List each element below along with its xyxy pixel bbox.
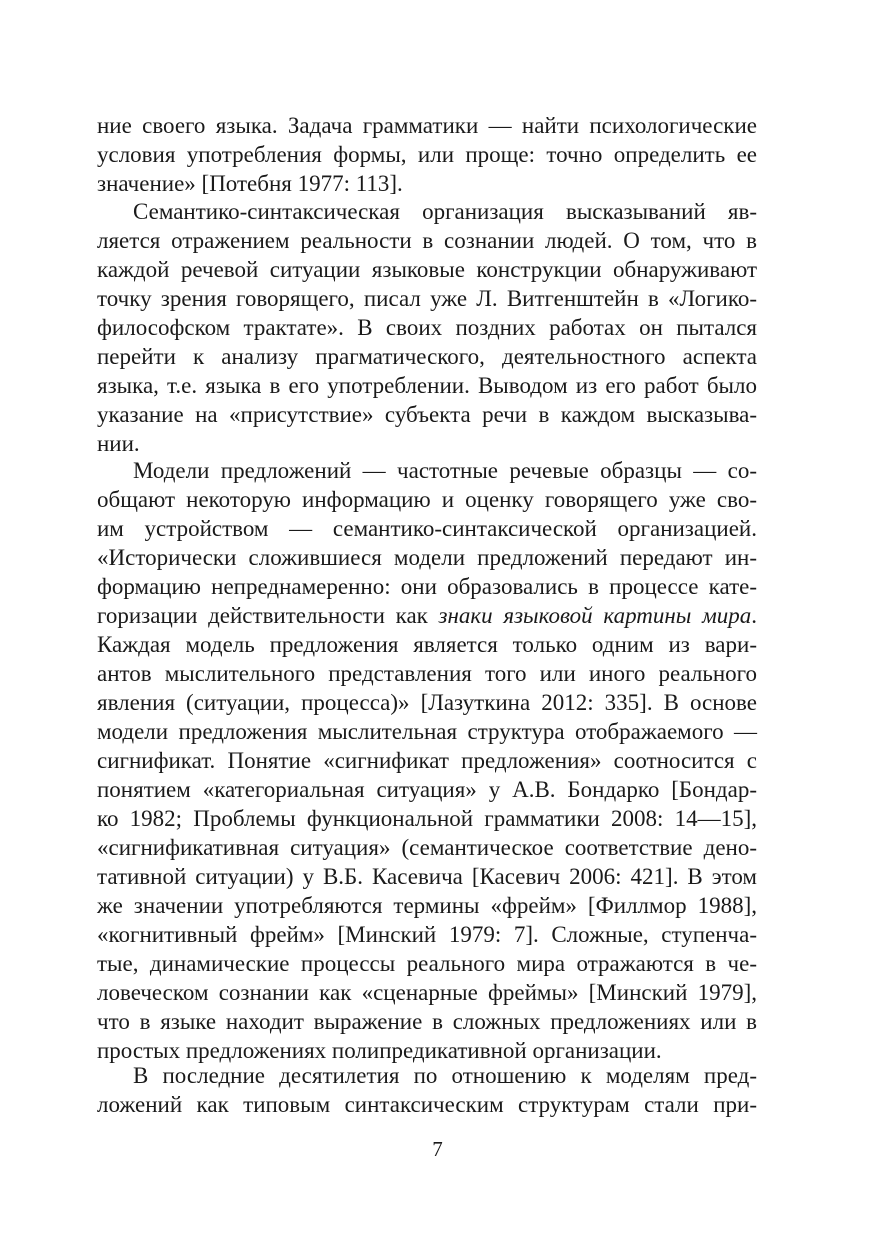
text-line: тые, динамические процессы реального мира отражаются в че-: [97, 951, 757, 976]
text-line: указание на «присутствие» субъекта речи в каждом высказыва-: [97, 402, 757, 427]
text-line: ловеческом сознании как «сценарные фреймы» [Минский 1979],: [97, 980, 757, 1005]
text-line: условия употребления формы, или проще: точно определить ее: [97, 142, 757, 167]
text-line: же значении употребляются термины «фрейм» [Филлмор 1988],: [97, 893, 757, 918]
text-line: простых предложениях полипредикативной организации.: [97, 1038, 662, 1063]
text-line: явления (ситуации, процесса)» [Лазуткина 2012: 335]. В основе: [97, 690, 757, 715]
text-line: Семантико-синтаксическая организация высказываний яв-: [133, 199, 757, 224]
page-number: 7: [432, 1137, 443, 1161]
text-line: нии.: [97, 431, 140, 456]
text-line: «сигнификативная ситуация» (семантическое соответствие дено-: [97, 835, 757, 860]
text-line: [97, 601, 757, 630]
text-line: модели предложения мыслительная структура отображаемого —: [97, 719, 757, 744]
text-line: Модели предложений — частотные речевые образцы — со-: [133, 458, 757, 483]
text-run: горизации действительности как: [97, 603, 439, 628]
text-line: языка, т.е. языка в его употреблении. Выводом из его работ было: [97, 373, 757, 398]
text-line: «когнитивный фрейм» [Минский 1979: 7]. Сложные, ступенча-: [97, 922, 757, 947]
text-line: общают некоторую информацию и оценку говорящего уже сво-: [97, 487, 757, 512]
text-line: тативной ситуации) у В.Б. Касевича [Касевич 2006: 421]. В этом: [97, 864, 757, 889]
text-line: формацию непреднамеренно: они образовались в процессе кате-: [97, 574, 757, 599]
text-line: ляется отражением реальности в сознании людей. О том, что в: [97, 228, 757, 253]
text-line: В последние десятилетия по отношению к моделям пред-: [133, 1063, 757, 1088]
text-line: понятием «категориальная ситуация» у А.В. Бондарко [Бондар-: [97, 777, 757, 802]
text-line: что в языке находит выражение в сложных предложениях или в: [97, 1009, 757, 1034]
text-line: перейти к анализу прагматического, деятельностного аспекта: [97, 344, 757, 369]
text-line: Каждая модель предложения является только одним из вари-: [97, 632, 757, 657]
text-line: им устройством — семантико-синтаксической организацией.: [97, 516, 757, 541]
text-run: .: [751, 603, 757, 628]
italic-term: знаки языковой картины мира: [438, 603, 752, 628]
text-line: ко 1982; Проблемы функциональной грамматики 2008: 14—15],: [97, 806, 757, 831]
text-line: философском трактате». В своих поздних работах он пытался: [97, 315, 757, 340]
text-line: точку зрения говорящего, писал уже Л. Витгенштейн в «Логико-: [97, 286, 757, 311]
text-line: сигнификат. Понятие «сигнификат предложения» соотносится с: [97, 748, 757, 773]
text-line: «Исторически сложившиеся модели предложений передают ин-: [97, 545, 757, 570]
text-line: значение» [Потебня 1977: 113].: [97, 171, 403, 196]
text-line: ложений как типовым синтаксическим структурам стали при-: [97, 1092, 757, 1117]
text-line: антов мыслительного представления того или иного реального: [97, 661, 757, 686]
text-line: каждой речевой ситуации языковые конструкции обнаруживают: [97, 257, 757, 282]
text-line: ние своего языка. Задача грамматики — найти психологические: [97, 113, 757, 138]
